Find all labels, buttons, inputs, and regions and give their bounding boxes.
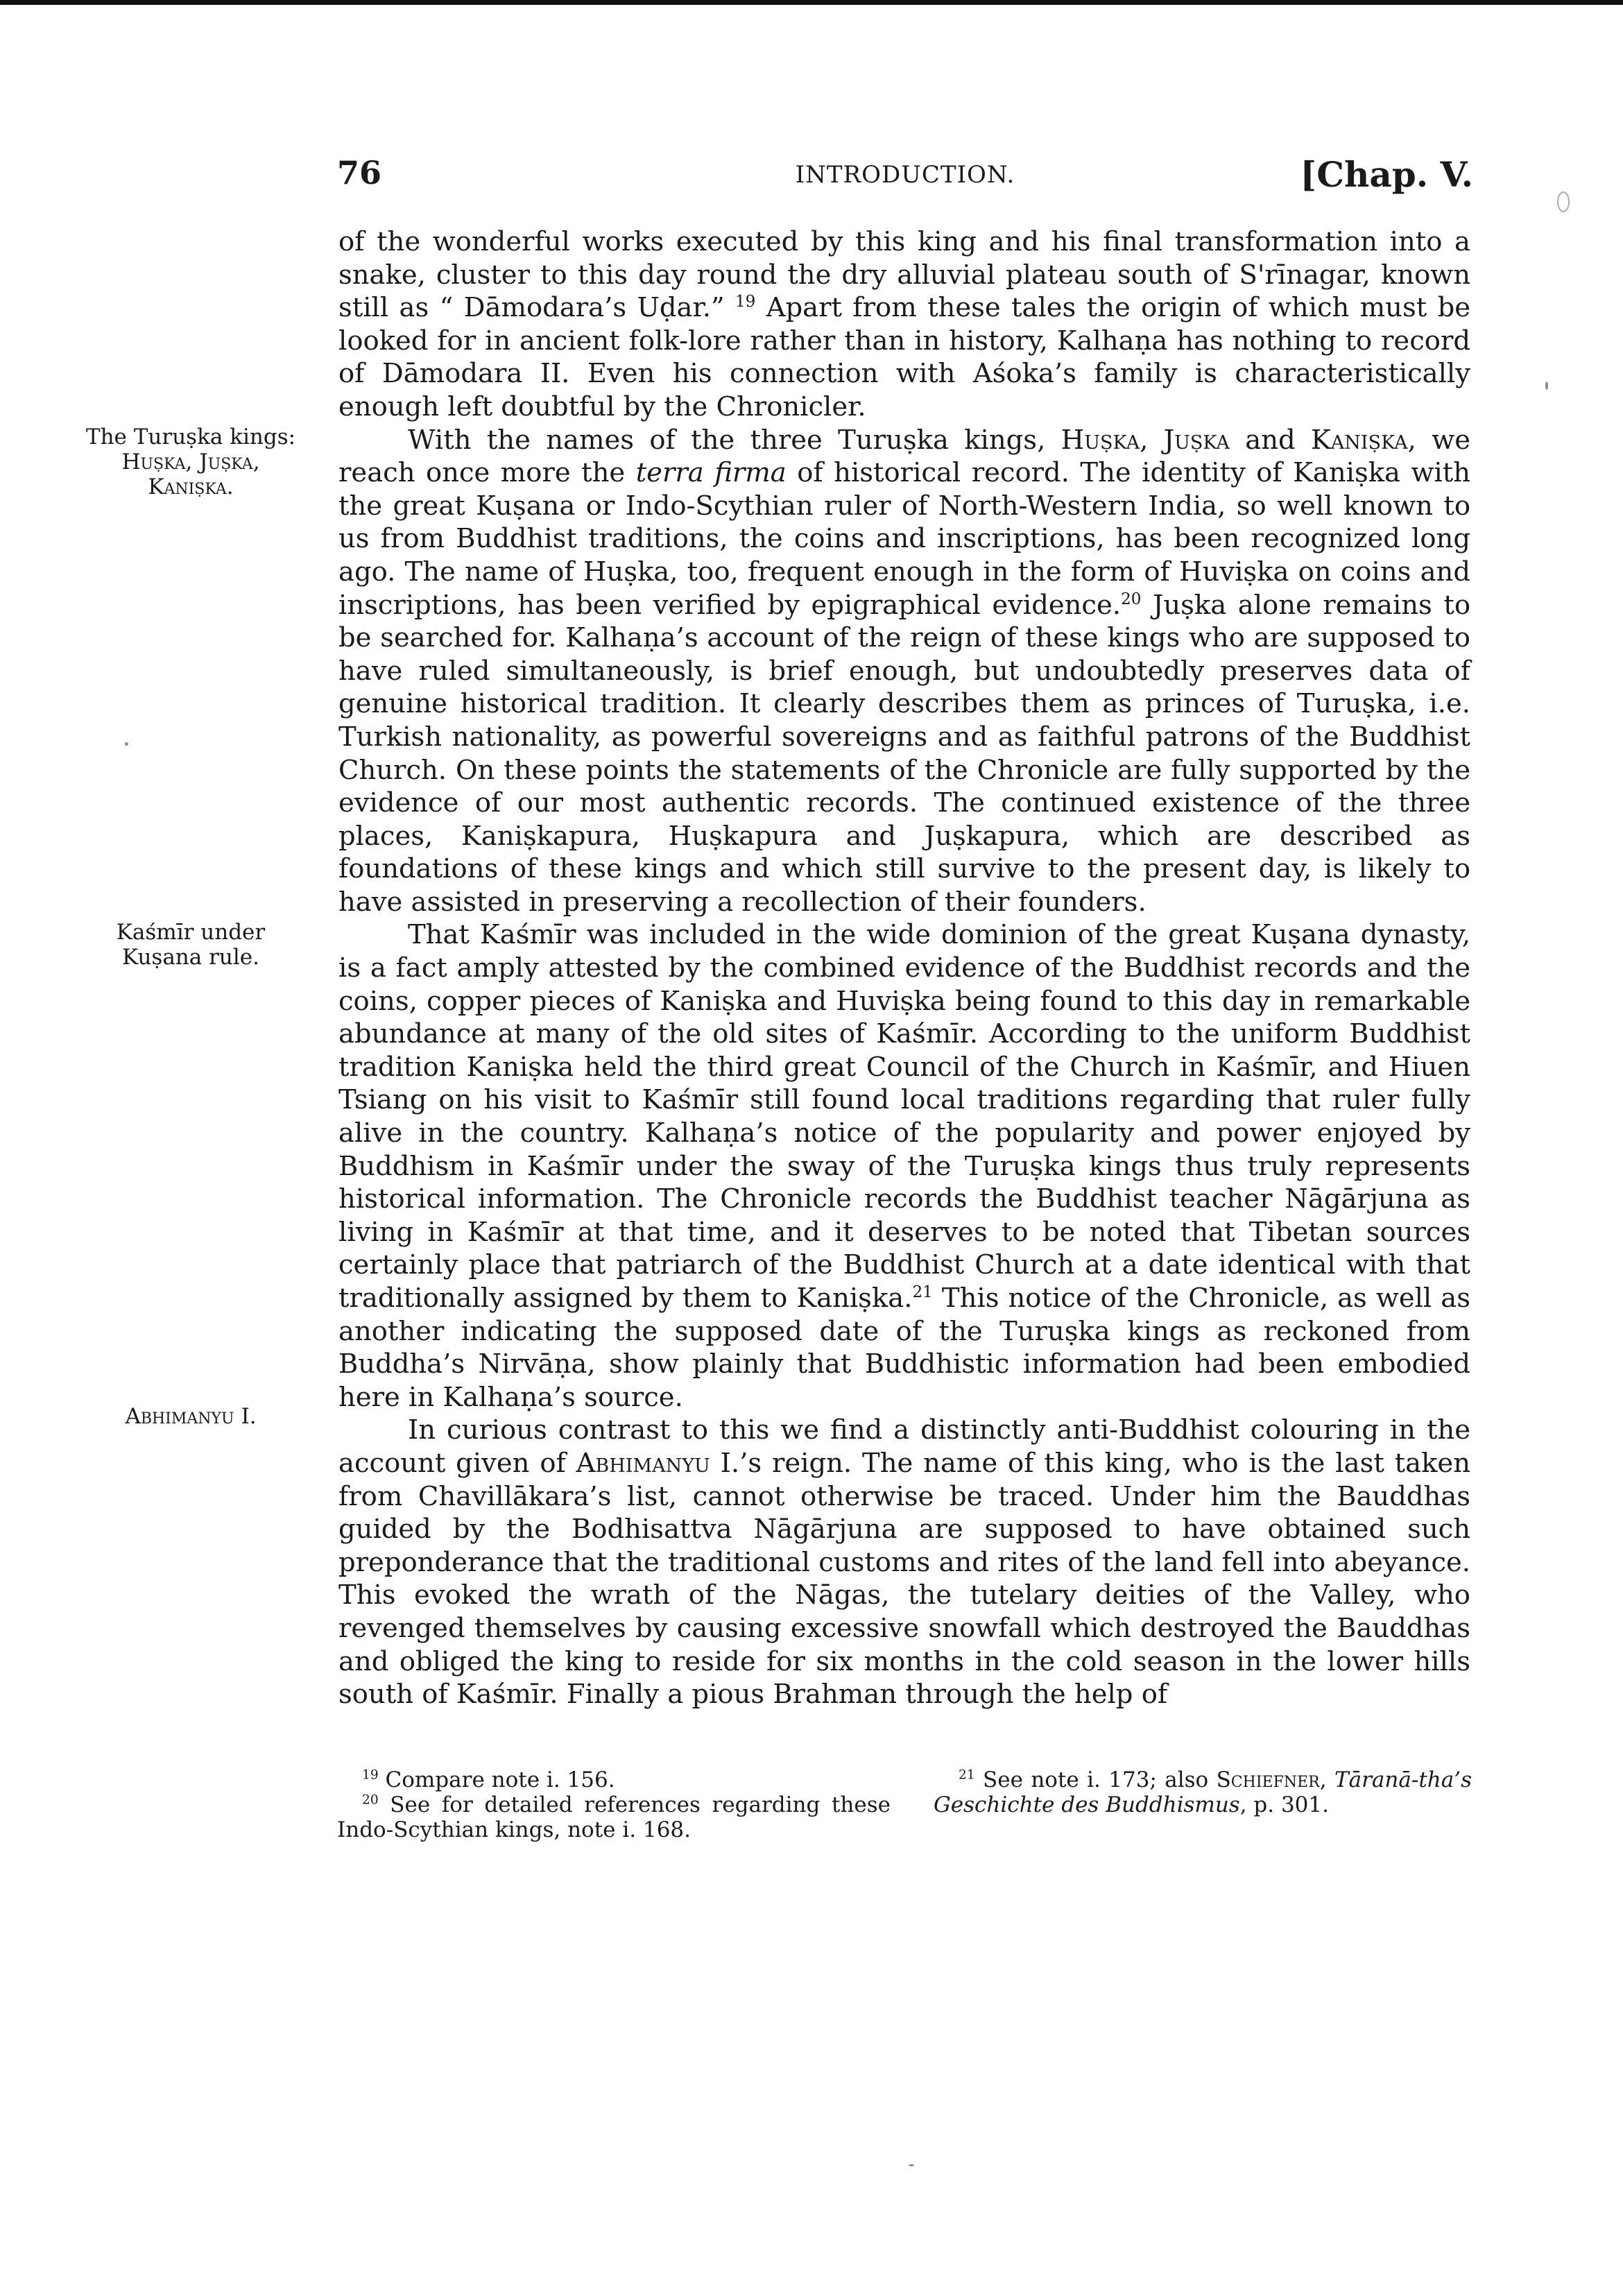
text-run: ,: [1140, 424, 1164, 456]
text-run: Apart from these tales the origin of which must be looked for in ancient folk-lore rather than in history, Kalhaṇa has nothing to record of Dāmodara II. Even his connection with Aśoka’s family is characteristically enough left doubtful by the Chronicler.: [338, 292, 1470, 422]
margin-note-turuska-kings: [69, 425, 312, 499]
chapter-label: [Chap. V.: [1300, 154, 1473, 195]
paragraph-kusana-rule: [338, 918, 1470, 1414]
text-run: Compare note i. 156.: [378, 1767, 615, 1792]
margin-note-kusana-rule: [69, 920, 312, 970]
margin-note-line: Abhimanyu I.: [125, 1404, 257, 1429]
margin-note-line: The Turuṣka kings:: [85, 425, 296, 449]
margin-note-abhimanyu: [69, 1404, 312, 1429]
italic-text: Tāranā-tha’s Geschichte des Buddhismus: [934, 1767, 1472, 1817]
top-border-line: [0, 0, 1623, 5]
text-run: In curious contrast to this we find a distinctly anti-Buddhist colouring in the account given of: [338, 1414, 1470, 1479]
footnotes-right: [934, 1767, 1472, 1817]
margin-note-line: Huṣka, Juṣka,: [121, 449, 260, 474]
text-run: This notice of the Chronicle, as well as another indicating the supposed date of the Turuṣka kings as reckoned from Buddha’s Nirvāṇa, show plainly that Buddhistic information had been embodied here in Kalhaṇa’s source.: [338, 1283, 1470, 1413]
footnote-ref: 21: [912, 1283, 933, 1302]
text-run: of historical record. The identity of Kaniṣka with the great Kuṣana or Indo-Scythian ruler of North-Western India, so well known to us from Buddhist traditions, the coins and inscriptions, has been recognized long ago. The name of Huṣka, too, frequent enough in the form of Huviṣka on coins and inscriptions, has been verified by epigraphical evidence.: [338, 457, 1471, 621]
footnote-ref: 19: [735, 293, 756, 311]
scan-speck: [125, 742, 128, 746]
footnote-ref: 20: [362, 1792, 379, 1808]
text-run: , we reach once more the: [338, 424, 1471, 489]
text-run: That Kaśmīr was included in the wide dominion of the great Kuṣana dynasty, is a fact amply attested by the combined evidence of the Buddhist records and the coins, copper pieces of Kaniṣka and Huviṣka being found to this day in remarkable abundance at many of the old sites of Kaśmīr. According to the uniform Buddhist tradition Kaniṣka held the third great Council of the Church in Kaśmīr, and Hiuen Tsiang on his visit to Kaśmīr still found local traditions regarding that ruler fully alive in the country. Kalhaṇa’s notice of the popularity and power enjoyed by Buddhism in Kaśmīr under the sway of the Turuṣka kings thus truly represents historical information. The Chronicle records the Buddhist teacher Nāgārjuna as living in Kaśmīr at that time, and it deserves to be noted that Tibetan sources certainly place that patriarch of the Buddhist Church at a date identical with that traditionally assigned by them to Kaniṣka.: [338, 919, 1470, 1314]
paragraph-continuation: [338, 225, 1470, 424]
scan-mark: [1557, 191, 1570, 212]
text-run: I.’s reign. The name of this king, who is the last taken from Chavillākara’s list, cannot otherwise be traced. Under him the Bauddhas guided by the Bodhisattva Nāgārjuna are supposed to have obtained such preponderance that the traditional customs and rites of the land fell into abeyance. This evoked the wrath of the Nāgas, the tutelary deities of the Valley, who revenged themselves by causing excessive snowfall which destroyed the Bauddhas and obliged the king to reside for six months in the cold season in the lower hills south of Kaśmīr. Finally a pious Brahman through the help of: [338, 1447, 1470, 1711]
footnote-ref: 21: [959, 1767, 975, 1783]
margin-note-line: Kaniṣka.: [148, 474, 234, 499]
small-caps-text: Abhimanyu: [576, 1447, 710, 1479]
footnote-20: [337, 1792, 891, 1842]
text-run: of the wonderful works executed by this king and his final transformation into a snake, cluster to this day round the dry alluvial plateau south of S'rīnagar, known still as “ Dāmodara’s Uḍar.”: [338, 226, 1470, 324]
small-caps-text: Huṣka: [1060, 424, 1140, 456]
scan-speck: [909, 2164, 914, 2166]
text-run: With the names of the three Turuṣka kings,: [408, 424, 1061, 456]
text-run: and: [1229, 424, 1312, 456]
footnote-ref: 19: [362, 1767, 379, 1783]
small-caps-text: Schiefner: [1216, 1767, 1320, 1792]
text-run: Juṣka alone remains to be searched for. Kalhaṇa’s account of the reign of these kings who are supposed to have ruled simultaneously, is brief enough, but undoubtedly preserves data of genuine historical tradition. It clearly describes them as princes of Turuṣka, i.e. Turkish nationality, as powerful sovereigns and as faithful patrons of the Buddhist Church. On these points the statements of the Chronicle are fully supported by the evidence of our most authentic records. The continued existence of the three places, Kaniṣkapura, Huṣkapura and Juṣkapura, which are described as foundations of these kings and which still survive to the present day, is likely to have assisted in preserving a recollection of their founders.: [338, 589, 1471, 918]
text-run: See note i. 173; also: [974, 1767, 1217, 1792]
paragraph-abhimanyu: [338, 1414, 1470, 1711]
footnote-19: [337, 1767, 891, 1792]
margin-note-line: Kuṣana rule.: [121, 945, 260, 970]
page-number: 76: [337, 154, 382, 191]
footnote-21: [934, 1767, 1472, 1817]
text-run: See for detailed references regarding these Indo-Scythian kings, note i. 168.: [337, 1792, 891, 1842]
footnotes-left: [337, 1767, 891, 1842]
small-caps-text: Kaniṣka: [1311, 424, 1408, 456]
italic-text: terra firma: [635, 457, 787, 489]
footnote-ref: 20: [1121, 590, 1142, 608]
main-text: [338, 225, 1470, 1711]
scan-speck: [1545, 382, 1548, 390]
margin-note-line: Kaśmīr under: [116, 920, 266, 945]
text-run: ,: [1319, 1767, 1334, 1792]
small-caps-text: Juṣka: [1163, 424, 1230, 456]
paragraph-turuska-kings: [338, 424, 1470, 919]
page-header: [337, 154, 1473, 200]
text-run: , p. 301.: [1239, 1792, 1329, 1817]
running-title: INTRODUCTION.: [795, 161, 1015, 189]
